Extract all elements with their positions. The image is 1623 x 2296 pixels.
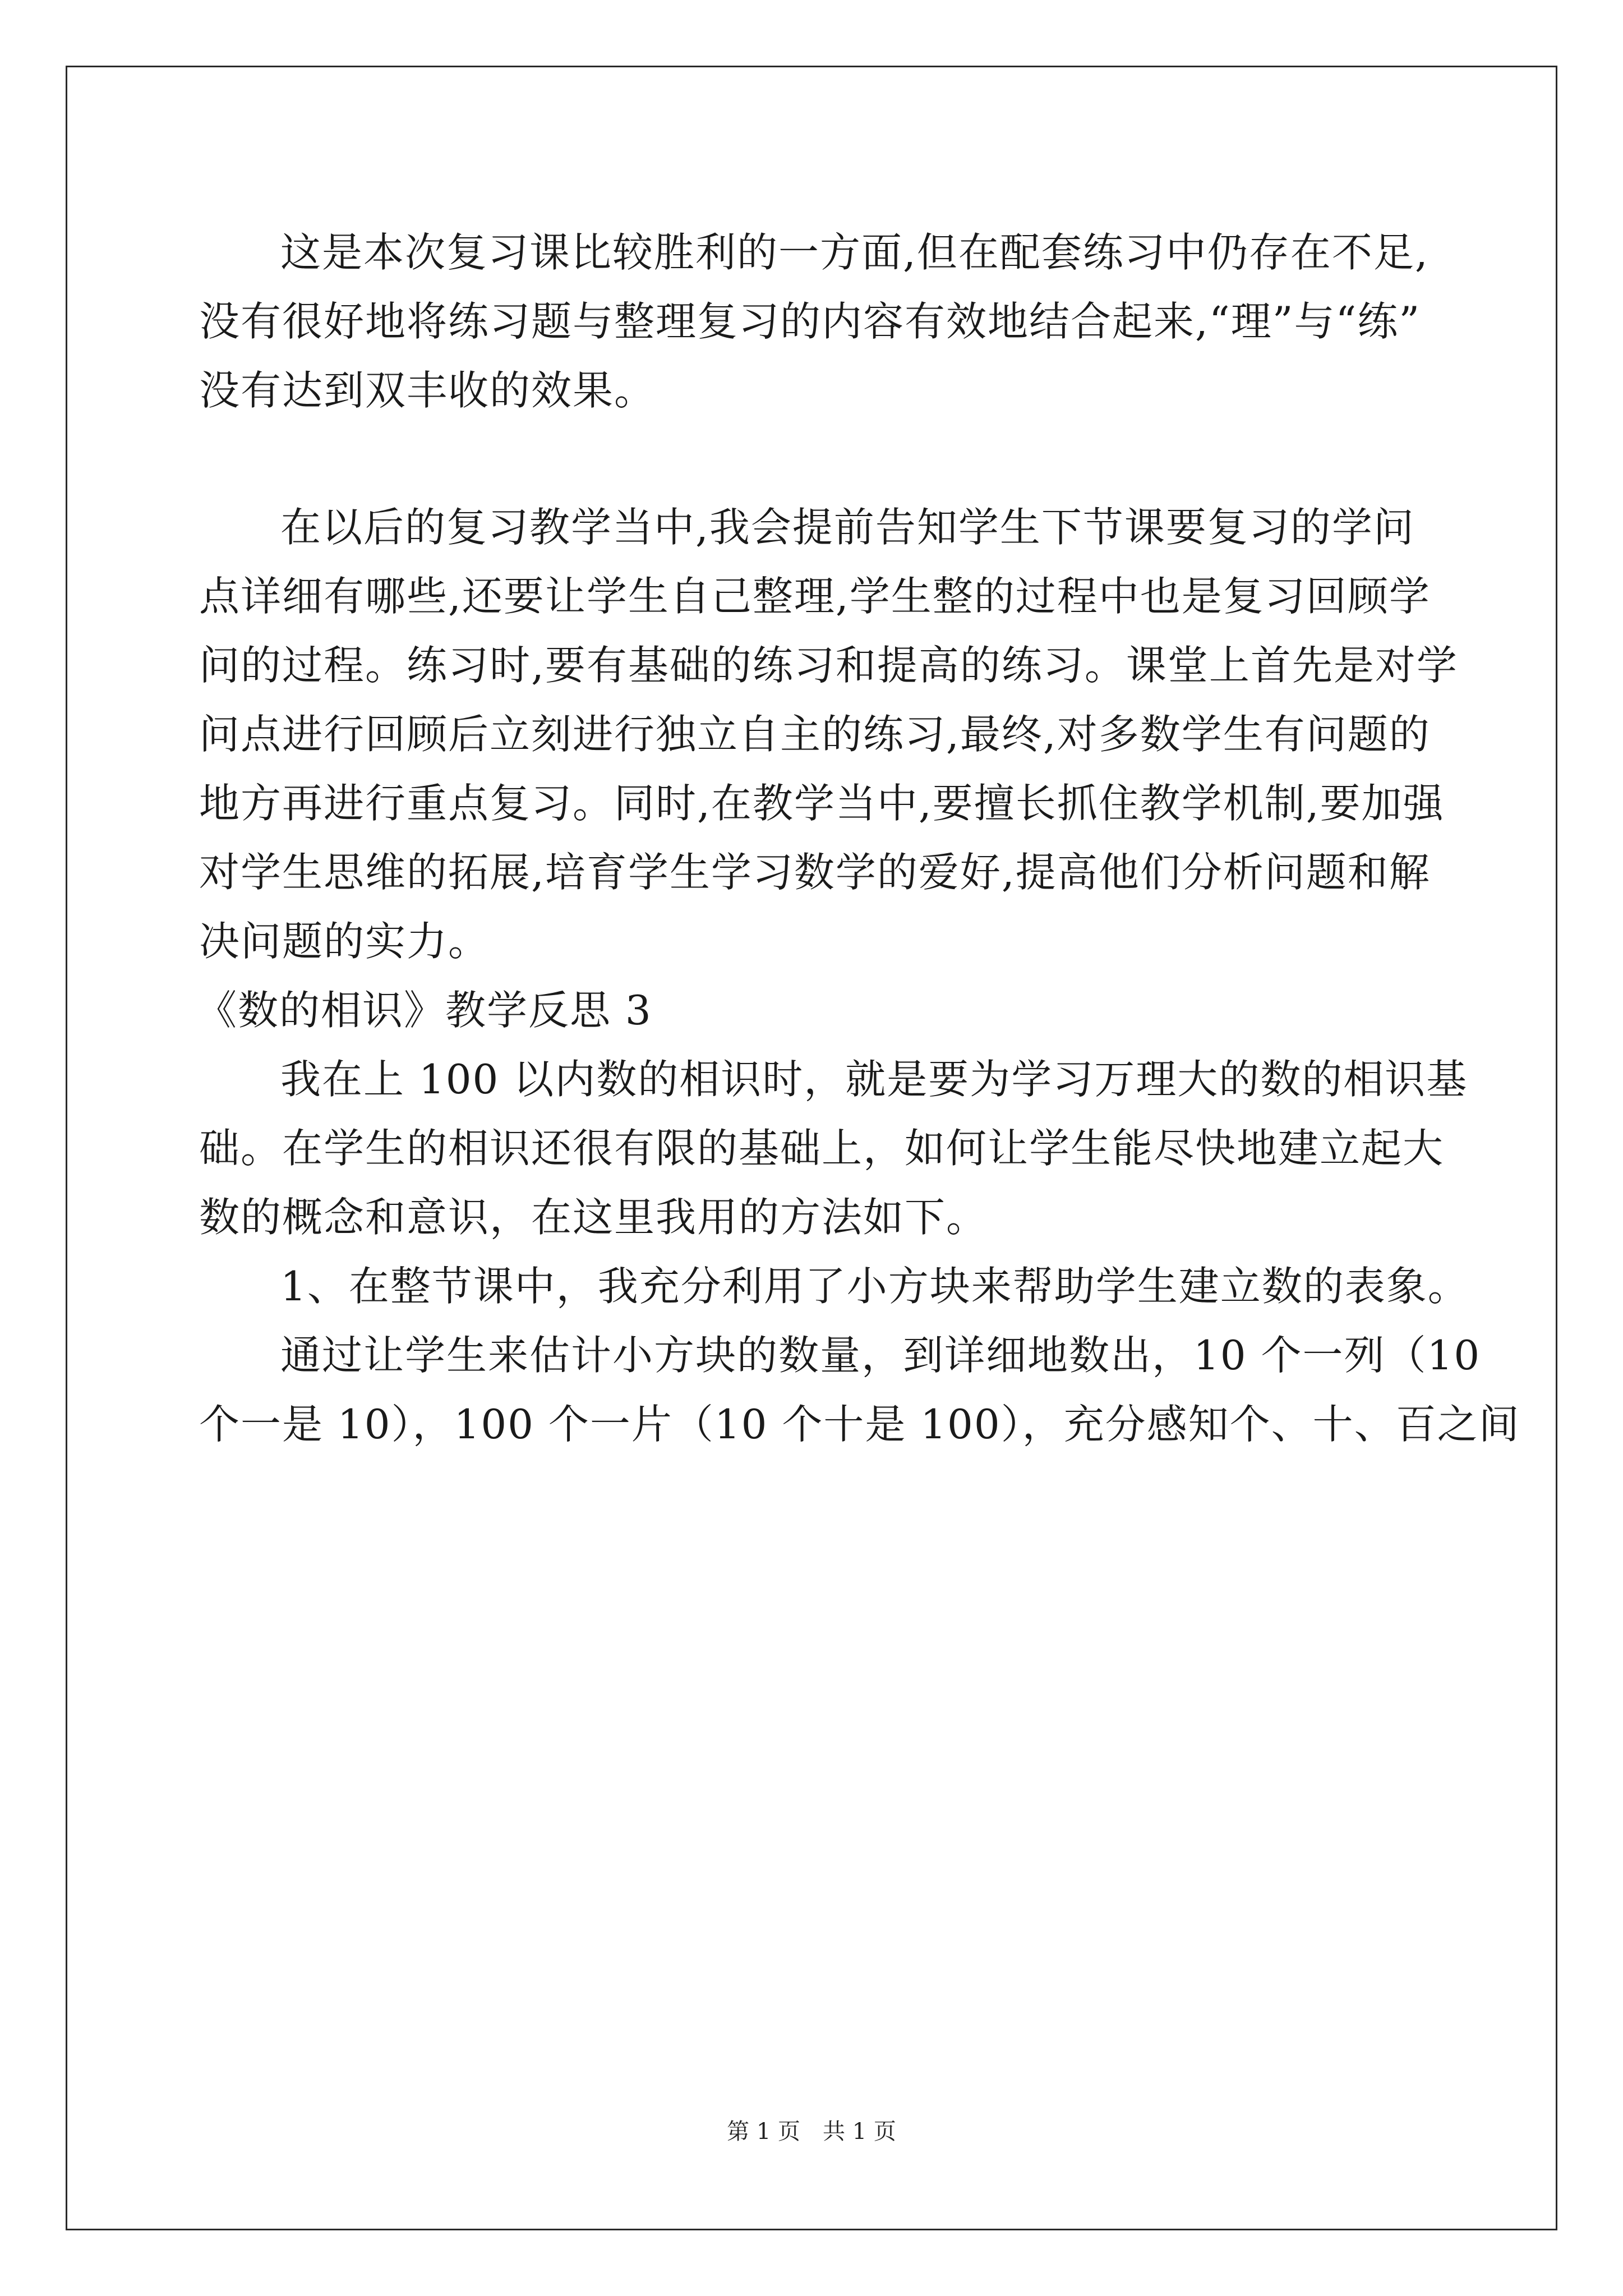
text-line-6: 问的过程。练习时,要有基础的练习和提高的练习。课堂上首先是对学 [199, 642, 1458, 689]
section-heading: 《数的相识》教学反思 3 [196, 987, 652, 1034]
text-line-15: 1、在整节课中，我充分利用了小方块来帮助学生建立数的表象。 [280, 1263, 1469, 1310]
text-line-5: 点详细有哪些,还要让学生自己整理,学生整的过程中也是复习回顾学 [199, 573, 1431, 620]
text-line-17: 个一是 10），100 个一片（10 个十是 100），充分感知个、十、百之间 [199, 1401, 1520, 1448]
text-line-4: 在以后的复习教学当中,我会提前告知学生下节课要复习的学问 [280, 504, 1415, 551]
text-line-13: 础。在学生的相识还很有限的基础上，如何让学生能尽快地建立起大 [199, 1125, 1445, 1172]
text-line-1: 这是本次复习课比较胜利的一方面,但在配套练习中仍存在不足, [280, 229, 1429, 276]
text-line-10: 决问题的实力。 [199, 918, 490, 965]
page-footer: 第 1 页 共 1 页 [727, 2119, 896, 2145]
text-line-2: 没有很好地将练习题与整理复习的内容有效地结合起来,“理”与“练” [199, 298, 1421, 345]
text-line-16: 通过让学生来估计小方块的数量，到详细地数出，10 个一列（10 [280, 1332, 1481, 1379]
text-line-9: 对学生思维的拓展,培育学生学习数学的爱好,提高他们分析问题和解 [199, 849, 1431, 896]
text-line-3: 没有达到双丰收的效果。 [199, 367, 656, 414]
text-line-12: 我在上 100 以内数的相识时，就是要为学习万理大的数的相识基 [280, 1056, 1468, 1103]
text-line-7: 问点进行回顾后立刻进行独立自主的练习,最终,对多数学生有问题的 [199, 711, 1431, 758]
text-line-14: 数的概念和意识，在这里我用的方法如下。 [199, 1194, 988, 1241]
text-line-8: 地方再进行重点复习。同时,在教学当中,要擅长抓住教学机制,要加强 [199, 780, 1445, 827]
